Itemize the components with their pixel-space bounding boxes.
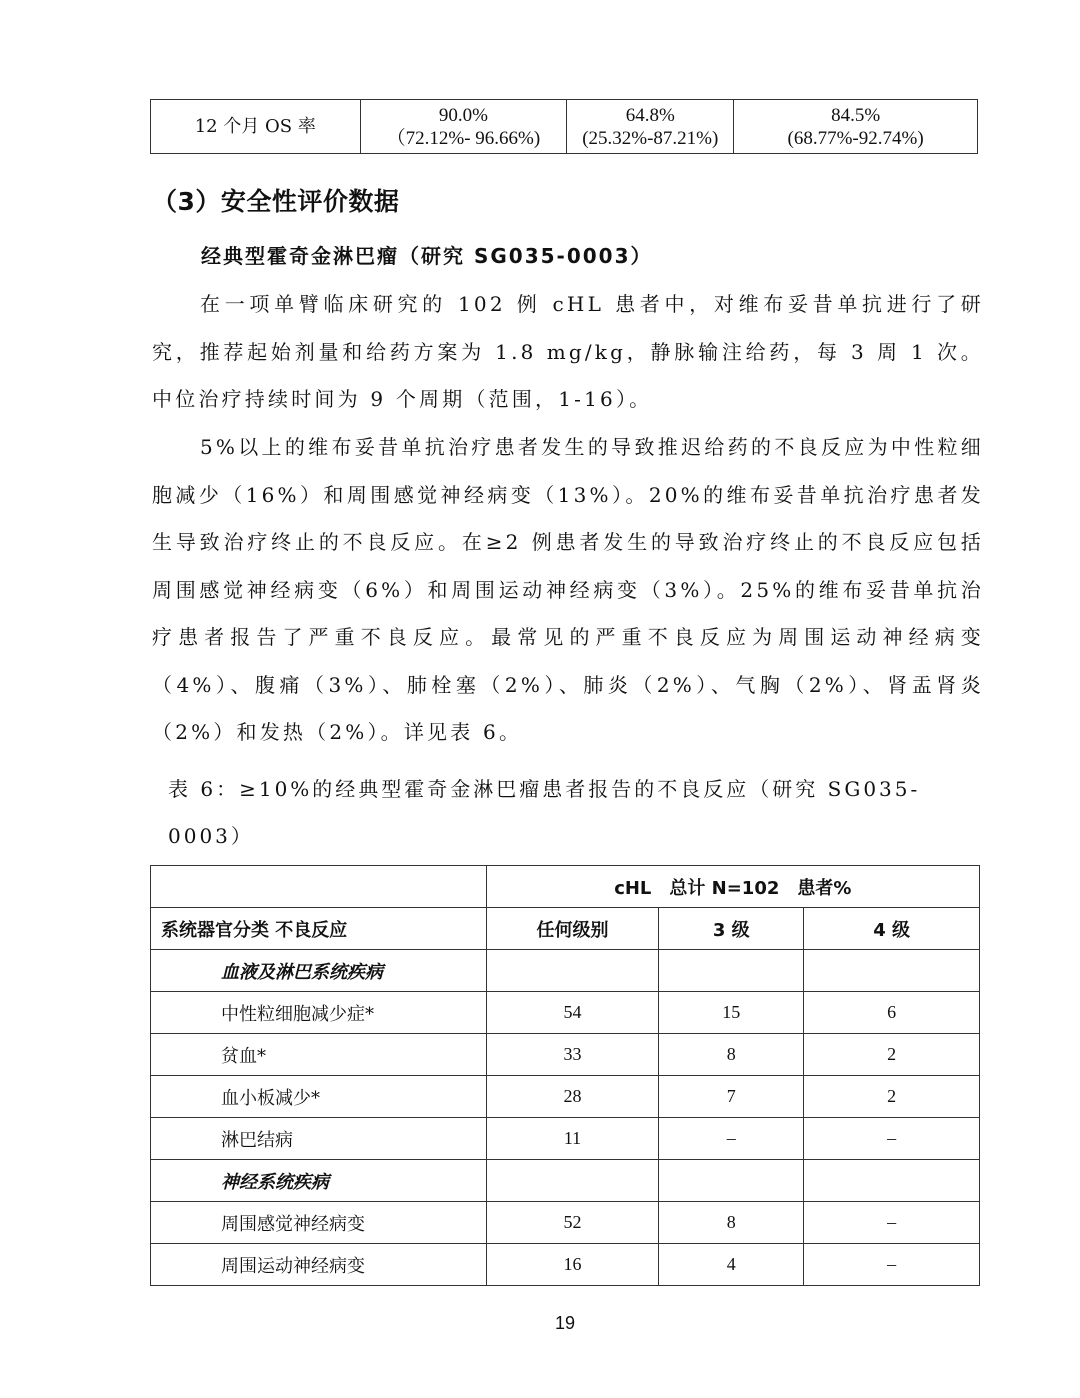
reaction-name: 周围感觉神经病变: [151, 1202, 487, 1244]
empty-cell: [151, 866, 487, 908]
os-rate-ci: （72.12%- 96.66%): [386, 127, 541, 149]
empty-cell: [659, 1160, 804, 1202]
os-rate-value: 64.8%: [625, 104, 675, 126]
grade3-value: 8: [659, 1034, 804, 1076]
empty-cell: [486, 950, 659, 992]
paragraph: 5%以上的维布妥昔单抗治疗患者发生的导致推迟给药的不良反应为中性粒细胞减少（16%）和周围感觉神经病变（13%）。20%的维布妥昔单抗治疗患者发生导致治疗终止的不良反应。在≥2 例患者发生的导致治疗终止的不良反应包括周围感觉神经病变（6%）和周围运动神经病变（3%）。25%的维布妥昔单抗治疗患者报告了严重不良反应。最常见的严重不良反应为周围运动神经病变（4%）、腹痛（3%）、肺栓塞（2%）、肺炎（2%）、气胸（2%）、肾盂肾炎（2%）和发热（2%）。详见表 6。: [152, 435, 984, 744]
os-rate-value: 84.5%: [831, 104, 881, 126]
empty-cell: [486, 1160, 659, 1202]
grade4-value: –: [804, 1202, 980, 1244]
grade4-value: –: [804, 1244, 980, 1286]
table-header-row: [151, 908, 980, 950]
section-heading: （3）安全性评价数据: [152, 187, 400, 216]
table-row: [151, 1034, 980, 1076]
table-row: [151, 1160, 980, 1202]
grade3-value: 15: [659, 992, 804, 1034]
adverse-reaction-table: [150, 865, 980, 1286]
os-rate-cell: [360, 100, 567, 154]
column-header: 3 级: [659, 908, 804, 950]
os-rate-label: 12 个月 OS 率: [151, 100, 361, 154]
any-grade-value: 28: [486, 1076, 659, 1118]
table-row: [151, 1202, 980, 1244]
column-header: 4 级: [804, 908, 980, 950]
table-row: [151, 1076, 980, 1118]
table-row: [151, 992, 980, 1034]
os-rate-ci: (25.32%-87.21%): [582, 127, 719, 149]
sub-heading: 经典型霍奇金淋巴瘤（研究 SG035-0003）: [201, 244, 653, 268]
reaction-name: 贫血*: [151, 1034, 487, 1076]
grade3-value: –: [659, 1118, 804, 1160]
grade4-value: 6: [804, 992, 980, 1034]
os-rate-cell: [567, 100, 734, 154]
any-grade-value: 52: [486, 1202, 659, 1244]
empty-cell: [804, 950, 980, 992]
reaction-name: 淋巴结病: [151, 1118, 487, 1160]
any-grade-value: 16: [486, 1244, 659, 1286]
reaction-name: 血小板减少*: [151, 1076, 487, 1118]
page-number: 19: [554, 1313, 576, 1333]
column-header: 系统器官分类 不良反应: [151, 908, 487, 950]
empty-cell: [659, 950, 804, 992]
group-header: cHL 总计 N=102 患者%: [486, 866, 979, 908]
grade3-value: 7: [659, 1076, 804, 1118]
grade4-value: –: [804, 1118, 980, 1160]
empty-cell: [804, 1160, 980, 1202]
os-rate-table: [150, 99, 978, 154]
grade4-value: 2: [804, 1076, 980, 1118]
any-grade-value: 54: [486, 992, 659, 1034]
grade3-value: 4: [659, 1244, 804, 1286]
grade4-value: 2: [804, 1034, 980, 1076]
grade3-value: 8: [659, 1202, 804, 1244]
reaction-name: 周围运动神经病变: [151, 1244, 487, 1286]
table-caption: 表 6：≥10%的经典型霍奇金淋巴瘤患者报告的不良反应（研究 SG035-0003）: [168, 777, 921, 848]
table-row: [151, 1244, 980, 1286]
os-rate-ci: (68.77%-92.74%): [787, 127, 924, 149]
paragraph: 在一项单臂临床研究的 102 例 cHL 患者中，对维布妥昔单抗进行了研究，推荐起始剂量和给药方案为 1.8 mg/kg，静脉输注给药，每 3 周 1 次。中位治疗持续时间为 9 个周期（范围，1-16）。: [152, 292, 984, 411]
category-cell: 神经系统疾病: [151, 1160, 487, 1202]
os-rate-value: 90.0%: [438, 104, 488, 126]
table-row: [151, 1118, 980, 1160]
column-header: 任何级别: [486, 908, 659, 950]
table-row: [151, 100, 978, 154]
category-cell: 血液及淋巴系统疾病: [151, 950, 487, 992]
table-row: [151, 950, 980, 992]
any-grade-value: 11: [486, 1118, 659, 1160]
table-header-row: [151, 866, 980, 908]
reaction-name: 中性粒细胞减少症*: [151, 992, 487, 1034]
any-grade-value: 33: [486, 1034, 659, 1076]
os-rate-cell: [734, 100, 978, 154]
